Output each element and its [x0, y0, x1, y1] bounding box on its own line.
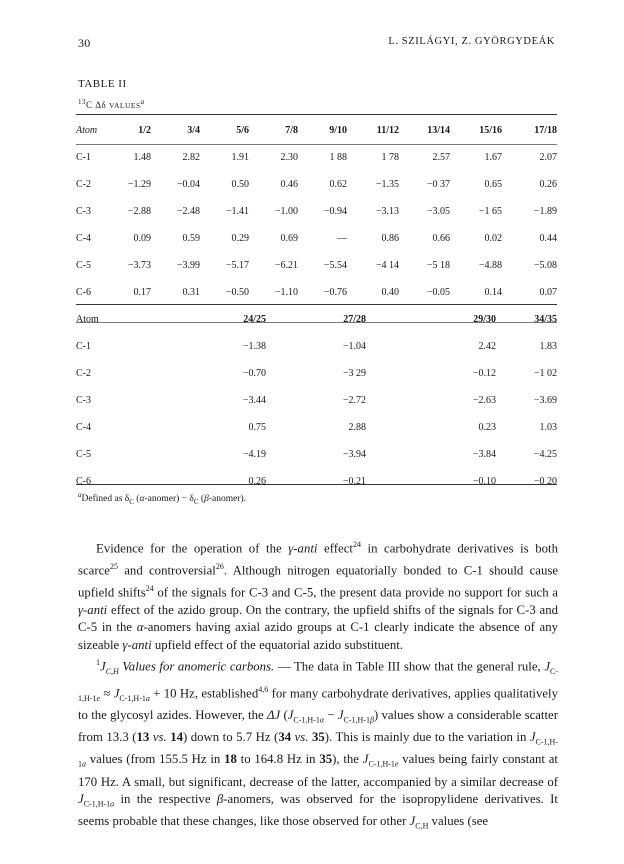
row-label: C-6	[76, 476, 91, 487]
column-header-atom: Atom	[76, 314, 99, 325]
table-cell: −0.76	[323, 287, 347, 298]
row-label: C-1	[76, 341, 91, 352]
column-header: 9/10	[329, 125, 347, 136]
column-header: 15/16	[479, 125, 502, 136]
table-header-row	[76, 117, 557, 144]
table-cell: −5.54	[323, 260, 347, 271]
table-cell: −1.10	[274, 287, 298, 298]
header-rule-2	[76, 322, 557, 323]
table-cell: 0.65	[484, 179, 502, 190]
table-cell: 0.09	[133, 233, 151, 244]
row-label: C-3	[76, 395, 91, 406]
table-cell: −3.44	[242, 395, 266, 406]
table-cell: 0.86	[381, 233, 399, 244]
table-cell: 1.83	[539, 341, 557, 352]
table-row	[76, 252, 557, 279]
table-row	[76, 225, 557, 252]
table-part-1	[76, 117, 557, 306]
table-cell: −3.84	[472, 449, 496, 460]
table-cell: −6.21	[274, 260, 298, 271]
column-header: 5/6	[236, 125, 249, 136]
table-footnote: $^a$Defined as $\delta_C$ (α-anomer) − $\delta_C$ (β-anomer).	[78, 491, 247, 507]
running-title: L. SZILÁGYI, Z. GYÖRGYDEÁK	[388, 36, 555, 47]
table-cell: 0.62	[329, 179, 347, 190]
table-cell: 0.17	[133, 287, 151, 298]
row-label: C-5	[76, 449, 91, 460]
table-row	[76, 144, 557, 171]
table-cell: −2.88	[127, 206, 151, 217]
table-cell: —	[337, 233, 347, 244]
paragraph-2: $^1J_{C,H}$ Values for anomeric carbons. — The data in Table III show that the general rule, $J_{C-1,H-1e} \approx J_{C-1,H-1a} + 10$ Hz, established$^{4,6}$ for many carbohydrate derivatives, applies qualitatively to the glycosyl azides. However, the ΔJ $(J_{C-1,H-1\alpha} - J_{C-1,H-1\beta})$ values show a considerable scatter from 13.3 (13 vs. 14) down to 5.7 Hz (34 vs. 35). This is mainly due to the variation in $J_{C-1,H-1a}$ values (from 155.5 Hz in 18 to 164.8 Hz in 35), the $J_{C-1,H-1e}$ values being fairly constant at 170 Hz. A small, but significant, decrease of the latter, accompanied by a similar decrease of $J_{C-1,H-1a}$ in the respective β-anomers, was observed for the isopropylidene derivatives. It seems probable that these changes, like those observed for other $J_{C,H}$ values (see	[78, 658, 559, 831]
table-cell: −1.35	[375, 179, 399, 190]
column-header: 34/35	[534, 314, 557, 325]
table-cell: 1 78	[381, 152, 399, 163]
column-header-atom: Atom	[76, 125, 98, 136]
table-bottom-rule	[76, 484, 557, 485]
table-cell: 2.88	[348, 422, 366, 433]
table-cell: 0.75	[248, 422, 266, 433]
table-cell: −3.13	[375, 206, 399, 217]
column-header: 17/18	[534, 125, 557, 136]
table-cell: 0.66	[432, 233, 450, 244]
table-subtitle: $^{13}$C Δδ VALUES$^a$	[78, 98, 145, 110]
table-cell: −0.10	[472, 476, 496, 487]
table-cell: 2.07	[539, 152, 557, 163]
table-cell: −5 18	[426, 260, 450, 271]
table-cell: −4.19	[242, 449, 266, 460]
table-row	[76, 279, 557, 306]
table-cell: −2.72	[342, 395, 366, 406]
table-cell: −1 02	[533, 368, 557, 379]
table-cell: 2.57	[432, 152, 450, 163]
table-cell: −3.99	[176, 260, 200, 271]
table-cell: −3.94	[342, 449, 366, 460]
table-row	[76, 414, 557, 441]
table-cell: −0.12	[472, 368, 496, 379]
table-cell: 0.44	[539, 233, 557, 244]
row-label: C-6	[76, 287, 91, 298]
table-cell: −5.08	[533, 260, 557, 271]
table-cell: 0.50	[231, 179, 249, 190]
column-header: 7/8	[285, 125, 298, 136]
column-header: 29/30	[473, 314, 496, 325]
column-header: 24/25	[243, 314, 266, 325]
table-cell: −0.94	[323, 206, 347, 217]
table-caption: TABLE II	[78, 78, 127, 90]
table-cell: −1.89	[533, 206, 557, 217]
table-cell: −0 37	[426, 179, 450, 190]
row-label: C-2	[76, 368, 91, 379]
table-cell: 0.14	[484, 287, 502, 298]
table-top-rule	[76, 114, 557, 115]
table-cell: −3.69	[533, 395, 557, 406]
table-cell: 0.46	[280, 179, 298, 190]
table-cell: −4.25	[533, 449, 557, 460]
column-header: 1/2	[138, 125, 151, 136]
table-cell: −1.29	[127, 179, 151, 190]
table-row	[76, 198, 557, 225]
table-cell: 0.26	[539, 179, 557, 190]
table-cell: −0.50	[225, 287, 249, 298]
table-cell: −4.88	[478, 260, 502, 271]
table-row	[76, 333, 557, 360]
table-cell: 0.07	[539, 287, 557, 298]
table-cell: −2.48	[176, 206, 200, 217]
table-cell: 0.59	[182, 233, 200, 244]
table-cell: 0.26	[248, 476, 266, 487]
table-cell: −1 65	[478, 206, 502, 217]
table-cell: −3 29	[342, 368, 366, 379]
header-rule	[76, 144, 557, 145]
table-cell: −1.38	[242, 341, 266, 352]
table-row	[76, 441, 557, 468]
table-row	[76, 387, 557, 414]
row-label: C-5	[76, 260, 91, 271]
body-text	[78, 536, 558, 835]
table-cell: −0.70	[242, 368, 266, 379]
table-cell: −0.21	[342, 476, 366, 487]
part-divider-rule	[76, 304, 557, 305]
row-label: C-1	[76, 152, 91, 163]
table-cell: −0.05	[426, 287, 450, 298]
table-cell: −0.04	[176, 179, 200, 190]
column-header: 27/28	[343, 314, 366, 325]
table-cell: −3.73	[127, 260, 151, 271]
table-cell: 1.91	[231, 152, 249, 163]
table-cell: −2.63	[472, 395, 496, 406]
table-cell: 1.48	[133, 152, 151, 163]
table-cell: −0 20	[533, 476, 557, 487]
page-number: 30	[78, 36, 91, 50]
row-label: C-4	[76, 233, 91, 244]
row-label: C-2	[76, 179, 91, 190]
table-cell: −3.05	[426, 206, 450, 217]
table-row	[76, 360, 557, 387]
row-label: C-3	[76, 206, 91, 217]
table-cell: 0.29	[231, 233, 249, 244]
table-cell: −1.41	[225, 206, 249, 217]
table-part-2	[76, 306, 557, 495]
table-cell: 1.03	[539, 422, 557, 433]
table-header-row	[76, 306, 557, 333]
column-header: 13/14	[427, 125, 450, 136]
table-cell: 0.02	[484, 233, 502, 244]
table-cell: 0.40	[381, 287, 399, 298]
table-cell: 2.82	[182, 152, 200, 163]
column-header: 11/12	[376, 125, 399, 136]
column-header: 3/4	[187, 125, 200, 136]
table-cell: −1.04	[342, 341, 366, 352]
table-cell: 1 88	[329, 152, 347, 163]
table-cell: 0.31	[182, 287, 200, 298]
table-cell: 0.69	[280, 233, 298, 244]
table-cell: 2.42	[478, 341, 496, 352]
table-cell: −4 14	[375, 260, 399, 271]
table-cell: 1.67	[484, 152, 502, 163]
paragraph-1: Evidence for the operation of the γ-anti effect$^{24}$ in carbohydrate derivatives is both scarce$^{25}$ and controversial$^{26}$. Although nitrogen equatorially bonded to C-1 should cause upfield shifts$^{24}$ of the signals for C-3 and C-5, the present data provide no support for such a γ-anti effect of the azido group. On the contrary, the upfield shifts of the signals for C-3 and C-5 in the α-anomers having axial azido groups at C-1 clearly indicate the absence of any sizeable γ-anti upfield effect of the equatorial azido substituent.	[78, 540, 558, 652]
table-cell: −1.00	[274, 206, 298, 217]
table-cell: 2.30	[280, 152, 298, 163]
table-cell: −5.17	[225, 260, 249, 271]
table-cell: 0.23	[478, 422, 496, 433]
table-row	[76, 171, 557, 198]
row-label: C-4	[76, 422, 91, 433]
